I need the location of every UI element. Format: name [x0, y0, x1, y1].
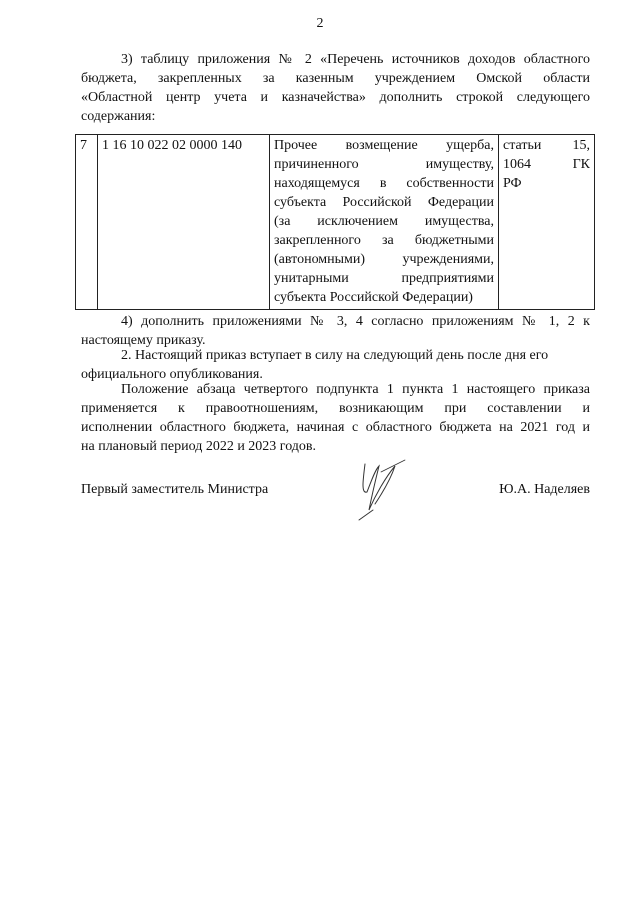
text-line: 4) дополнить приложениями № 3, 4 согласно приложениям № 1, 2 к	[121, 314, 590, 329]
paragraph-amend-table	[81, 50, 590, 126]
paragraph-applicability	[81, 380, 590, 456]
signatory-name: Ю.А. Наделяев	[499, 482, 590, 497]
description-line: субъекта Российской Федерации	[274, 195, 494, 210]
description-line: субъекта Российской Федерации)	[274, 290, 473, 305]
handwritten-signature	[345, 452, 415, 522]
page-number: 2	[316, 16, 324, 31]
description-line: (за исключением имущества,	[274, 214, 494, 229]
text-line: официального опубликования.	[81, 367, 263, 382]
description-line: причиненного имуществу,	[274, 157, 494, 172]
text-line: 2. Настоящий приказ вступает в силу на следующий день после дня его	[121, 348, 549, 363]
description-line: (автономными) учреждениями,	[274, 252, 494, 267]
text-line: исполнении областного бюджета, начиная с областного бюджета на 2021 год и	[81, 420, 590, 435]
legal-basis-line: статьи 15,	[503, 138, 590, 153]
legal-basis-line: 1064 ГК	[503, 157, 590, 172]
text-line: 3) таблицу приложения № 2 «Перечень источников доходов областного	[121, 52, 590, 67]
row-number-cell: 7	[76, 135, 98, 310]
text-line: на плановый период 2022 и 2023 годов.	[81, 439, 317, 454]
description-line: унитарными предприятиями	[274, 271, 494, 286]
table-row	[76, 135, 595, 310]
legal-basis-cell	[499, 135, 595, 310]
paragraph-effective-date	[81, 346, 590, 384]
paragraph-add-appendices	[81, 312, 590, 350]
description-line: закрепленного за бюджетными	[274, 233, 494, 248]
text-line: Положение абзаца четвертого подпункта 1 пункта 1 настоящего приказа	[121, 382, 590, 397]
legal-basis-line: РФ	[503, 176, 522, 191]
text-line: содержания:	[81, 109, 156, 124]
income-sources-table	[75, 134, 595, 310]
budget-code-cell: 1 16 10 022 02 0000 140	[98, 135, 270, 310]
text-line: настоящему приказу.	[81, 333, 206, 348]
description-cell	[270, 135, 499, 310]
signatory-title: Первый заместитель Министра	[81, 482, 269, 497]
description-line: Прочее возмещение ущерба,	[274, 138, 494, 153]
description-line: находящемуся в собственности	[274, 176, 494, 191]
text-line: «Областной центр учета и казначейства» дополнить строкой следующего	[81, 90, 590, 105]
text-line: бюджета, закрепленных за казенным учреждением Омской области	[81, 71, 590, 86]
text-line: применяется к правоотношениям, возникающим при составлении и	[81, 401, 590, 416]
